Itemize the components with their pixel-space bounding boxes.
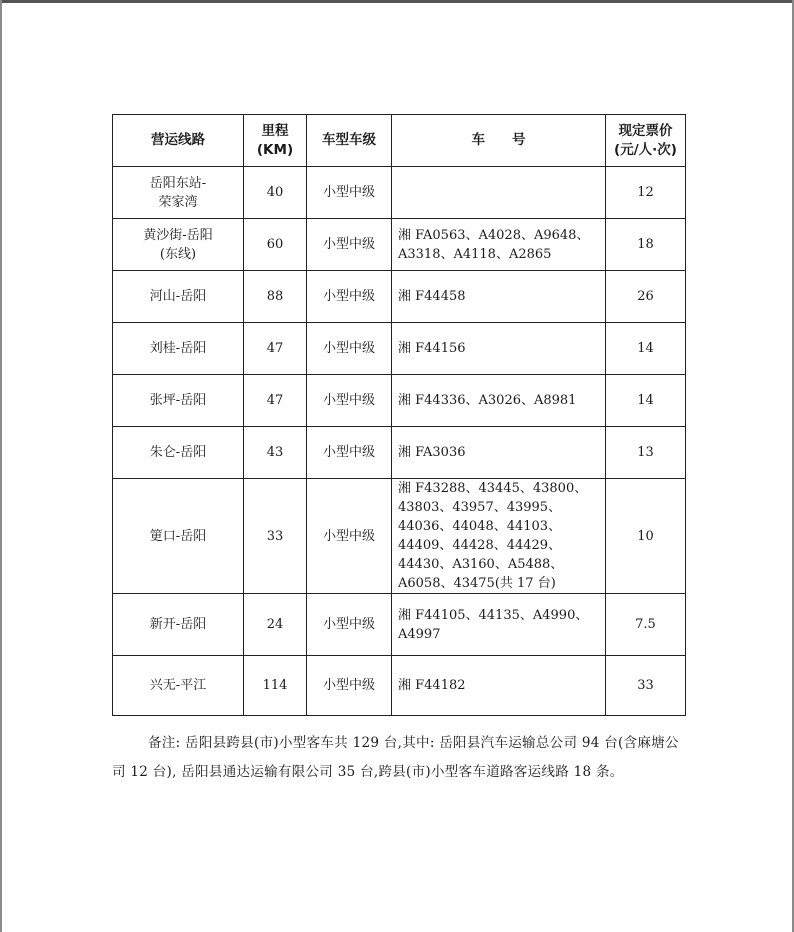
route-cell xyxy=(113,219,244,271)
fare-cell: 26 xyxy=(606,271,686,323)
class-cell: 小型中级 xyxy=(307,323,392,375)
plates-cell: 湘 FA3036 xyxy=(392,427,606,479)
fare-cell: 33 xyxy=(606,656,686,716)
distance-cell: 40 xyxy=(244,167,307,219)
header-distance xyxy=(244,115,307,167)
fare-cell: 13 xyxy=(606,427,686,479)
route-cell: 筻口-岳阳 xyxy=(113,479,244,594)
class-cell: 小型中级 xyxy=(307,375,392,427)
fare-table xyxy=(112,114,686,716)
table-row xyxy=(113,323,686,375)
route-line1: 岳阳东站- xyxy=(149,175,207,191)
fare-cell: 14 xyxy=(606,375,686,427)
class-cell: 小型中级 xyxy=(307,594,392,656)
header-plates: 车 号 xyxy=(392,115,606,167)
class-cell: 小型中级 xyxy=(307,271,392,323)
header-row xyxy=(113,115,686,167)
table-row xyxy=(113,656,686,716)
table-row xyxy=(113,479,686,594)
table-row xyxy=(113,167,686,219)
header-distance-line1: 里程 xyxy=(261,122,289,139)
fare-cell: 18 xyxy=(606,219,686,271)
distance-cell: 47 xyxy=(244,323,307,375)
remarks-note xyxy=(112,729,688,787)
plates-cell: 湘 FA0563、A4028、A9648、A3318、A4118、A2865 xyxy=(392,219,606,271)
fare-cell: 14 xyxy=(606,323,686,375)
scan-left-edge xyxy=(0,0,2,932)
header-route: 营运线路 xyxy=(113,115,244,167)
route-cell: 新开-岳阳 xyxy=(113,594,244,656)
plates-cell: 湘 F44458 xyxy=(392,271,606,323)
remarks-text: 备注: 岳阳县跨县(市)小型客车共 129 台,其中: 岳阳县汽车运输总公司 94 台(含麻塘公司 12 台), 岳阳县通达运输有限公司 35 台,跨县(市)小型客车道路客运线路 18 条。 xyxy=(112,735,679,780)
route-cell: 张坪-岳阳 xyxy=(113,375,244,427)
distance-cell: 88 xyxy=(244,271,307,323)
plates-cell: 湘 F44182 xyxy=(392,656,606,716)
distance-cell: 114 xyxy=(244,656,307,716)
plates-cell: 湘 F44105、44135、A4990、A4997 xyxy=(392,594,606,656)
table-row xyxy=(113,271,686,323)
plates-cell: 湘 F43288、43445、43800、43803、43957、43995、44036、44048、44103、44409、44428、44429、44430、A3160、A5488、A6058、43475(共 17 台) xyxy=(392,479,606,594)
route-line2: (东线) xyxy=(159,246,197,262)
route-line2: 荣家湾 xyxy=(158,194,198,210)
fare-cell: 7.5 xyxy=(606,594,686,656)
distance-cell: 47 xyxy=(244,375,307,427)
route-cell: 河山-岳阳 xyxy=(113,271,244,323)
header-fare-line1: 现定票价 xyxy=(618,122,673,139)
plates-cell: 湘 F44156 xyxy=(392,323,606,375)
class-cell: 小型中级 xyxy=(307,219,392,271)
route-cell: 兴无-平江 xyxy=(113,656,244,716)
route-cell: 刘桂-岳阳 xyxy=(113,323,244,375)
plates-cell: 湘 F44336、A3026、A8981 xyxy=(392,375,606,427)
table-row xyxy=(113,219,686,271)
header-fare xyxy=(606,115,686,167)
table-row xyxy=(113,375,686,427)
class-cell: 小型中级 xyxy=(307,167,392,219)
route-cell: 朱仑-岳阳 xyxy=(113,427,244,479)
header-distance-line2: (KM) xyxy=(256,141,294,158)
scan-top-edge xyxy=(0,0,794,3)
class-cell: 小型中级 xyxy=(307,656,392,716)
table-row xyxy=(113,594,686,656)
fare-cell: 10 xyxy=(606,479,686,594)
header-vehicle-class: 车型车级 xyxy=(307,115,392,167)
table-row xyxy=(113,427,686,479)
distance-cell: 43 xyxy=(244,427,307,479)
distance-cell: 60 xyxy=(244,219,307,271)
distance-cell: 33 xyxy=(244,479,307,594)
header-fare-line2: (元/人·次) xyxy=(614,141,677,158)
plates-cell xyxy=(392,167,606,219)
class-cell: 小型中级 xyxy=(307,427,392,479)
class-cell: 小型中级 xyxy=(307,479,392,594)
route-line1: 黄沙街-岳阳 xyxy=(143,227,213,243)
fare-cell: 12 xyxy=(606,167,686,219)
distance-cell: 24 xyxy=(244,594,307,656)
route-cell xyxy=(113,167,244,219)
